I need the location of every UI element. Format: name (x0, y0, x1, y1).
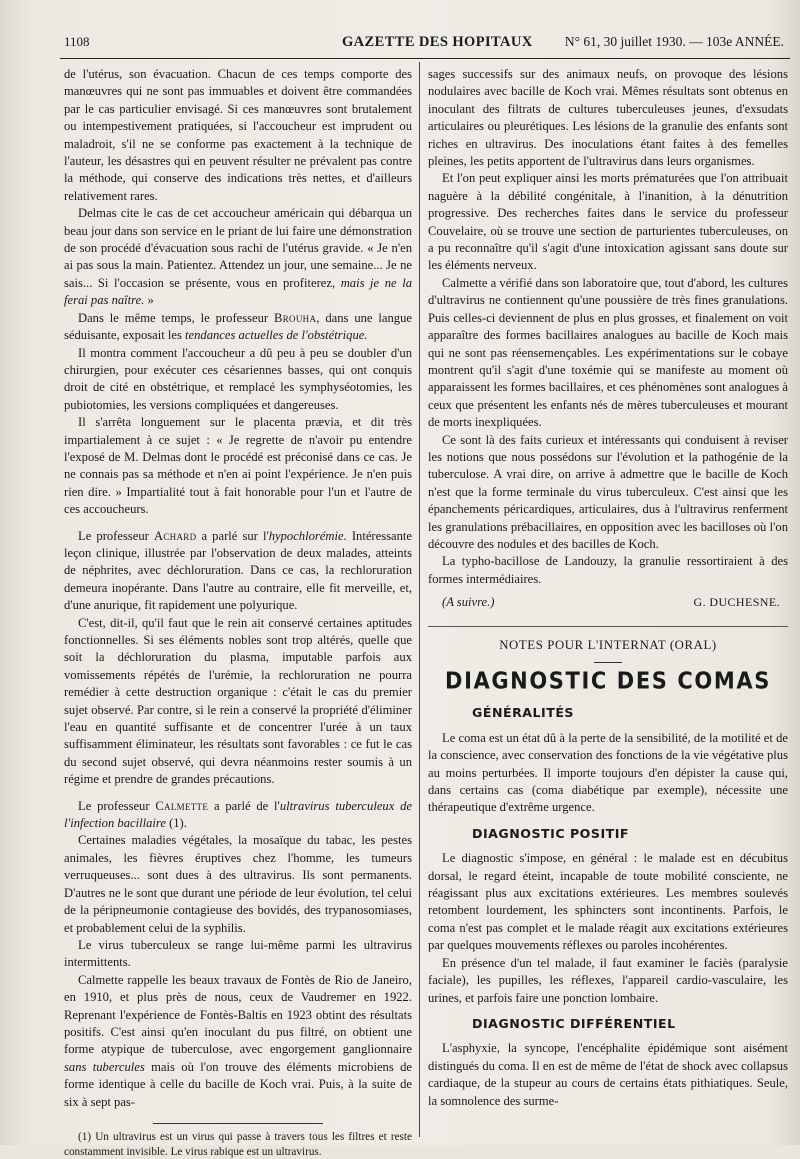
signature-line (428, 594, 788, 611)
person-name: Calmette (155, 798, 209, 813)
paragraph: de l'utérus, son évacuation. Chacun de ces temps comporte des manœuvres qui ne sont pas immuables et doivent être commandées par le cas particulier envisagé. Si ces manœuvres sont brutalement ou intempestivement pratiquées, si l'accoucheur est imprudent ou maladroit, s'il ne se conforme pas exactement à la technique de l'auteur, les désastres qui en peuvent résulter ne prévalent pas contre la méthode, qui conserve des indications très nettes, et d'ailleurs relativement rares. (64, 67, 412, 203)
paragraph: La typho-bacillose de Landouzy, la granulie ressortiraient à des formes intermédiaires. (428, 554, 788, 586)
article-author: G. DUCHESNE. (693, 595, 780, 610)
person-name: Achard (153, 528, 197, 543)
column-divider (419, 62, 420, 1137)
paragraph: sages successifs sur des animaux neufs, on provoque des lésions nodulaires avec bacille de Koch vrai. Mêmes résultats sont obtenus en inoculant des filtrats de cultures tuberculeuses jeunes, d'exsudats articulaires ou pleurétiques. Les lésions de la granulie des enfants sont riches en ultravirus. Des inoculations étant faites à des femelles pleines, les petits apportent de l'ultravirus dans leurs organismes. (428, 67, 788, 169)
issue-info: N° 61, 30 juillet 1930. — 103e ANNÉE. (564, 34, 784, 49)
subheading-diagnostic-differentiel: DIAGNOSTIC DIFFÉRENTIEL (472, 1015, 676, 1031)
paragraph: Calmette rappelle les beaux travaux de Fontès de Rio de Janeiro, en 1910, et plus près de nous, ceux de Vaudremer en 1922. Reprenant l'expérience de Fontès-Baltis en 1923 obtint des résultats positifs. C'est ainsi qu'en inoculant du pus filtré, on obtient une forme atypique de tuberculose, avec engorgement ganglionnaire sans tubercules mais où l'on trouve des éléments microbiens de forme identique à celle du bacille de Koch vrai. Puis, à la suite de six à sept pas- (64, 972, 412, 1109)
running-header (64, 34, 786, 58)
paragraph: Le diagnostic s'impose, en général : le malade est en décubitus dorsal, le regard éteint, incapable de toute mobilité consciente, ne réagissant plus aux excitations extérieures. Les membres soulevés retombent lourdement, les sphincters sont incontinents. Parfois, le coma n'est pas complet et le malade réagit aux excitations extérieures par quelques mouvements réflexes ou paroles incohérentes. (428, 851, 788, 953)
paragraph: Il montra comment l'accoucheur a dû peu à peu se doubler d'un chirurgien, pour exécuter ces césariennes basses, qui ont conquis droit de cité en obstétrique, et remplacé les symphyséotomies, les pubiotomies, les versions compliquées et dangereuses. (64, 345, 412, 412)
header-rule (60, 58, 790, 59)
section-heading: NOTES POUR L'INTERNAT (ORAL) (499, 637, 717, 652)
person-name: Brouha (274, 310, 317, 325)
paragraph: En présence d'un tel malade, il faut examiner le faciès (paralysie faciale), les pupilles, les réflexes, l'appareil cardio-vasculaire, les urines, et parfois faire une ponction lombaire. (428, 955, 788, 1005)
subheading-generalites: GÉNÉRALITÉS (472, 705, 575, 721)
footnote: (1) Un ultravirus est un virus qui passe à travers tous les filtres et reste constamment invisible. Le virus rabique est un ultravirus. (64, 1130, 412, 1158)
to-follow: (A suivre.) (442, 595, 495, 610)
paragraph: Dans le même temps, le professeur Brouha, dans une langue séduisante, exposait les tendances actuelles de l'obstétrique. (64, 310, 412, 343)
right-column (428, 66, 788, 1110)
paragraph: Le virus tuberculeux se range lui-même parmi les ultravirus intermittents. (64, 937, 412, 970)
paragraph: Certaines maladies végétales, la mosaïque du tabac, les pestes animales, les fièvres éruptives chez l'homme, les tumeurs verruqueuses... sont dues à des ultravirus. Ils sont permanents. D'autres ne le sont que durant une période de leur évolution, tel celui de la péripneumonie contagieuse des bovidés, des trypanosomiases, et probablement celui de la syphilis. (64, 833, 412, 935)
paragraph: Le coma est un état dû à la perte de la sensibilité, de la motilité et de la conscience, avec conservation des fonctions de la vie végétative plus au moins perturbées. Il importe toujours d'en dépister la cause qui, dans certains cas (coma diabétique par exemple), nécessite une thérapeutique d'extrême urgence. (428, 730, 788, 815)
left-column (64, 66, 412, 1159)
paragraph: Calmette a vérifié dans son laboratoire que, tout d'abord, les cultures d'ultravirus ne contiennent qu'une poussière de très fines granulations. Puis celles-ci deviennent de plus en plus grosses, et finalement on voit apparaître des formes bacillaires analogues au bacille de Koch mais qui ne sont pas réensemençables. Les expérimentations sur le cobaye montrent qu'il s'agit d'une toxémie qui se manifeste au moment où apparaissent les formes bacillaires, et ces phénomènes sont analogues à ceux que présentent les enfants nés de mères tuberculeuses et mourant de morts inexpliquées. (428, 275, 788, 430)
title-rule (594, 662, 622, 663)
subheading-diagnostic-positif: DIAGNOSTIC POSITIF (472, 825, 630, 841)
paragraph: C'est, dit-il, qu'il faut que le rein ait conservé certaines aptitudes fonctionnelles. Si ses éléments nobles sont trop altérés, quelle que soit la déchloruration du plasma, imputable parfois aux vomissements répétés de l'urémie, la rechloruration ne pourra remédier à cette destruction organique : c'était le cas du premier sujet observé. Par contre, si le rein a conservé la propriété d'éliminer l'eau en quantité suffisante et de concentrer l'urée à un taux suffisamment éliminateur, les résultats sont favorables : ce fut le cas du second sujet observé, qui devra néanmoins rester soumis à un régime et prendre de grandes précautions. (64, 615, 412, 787)
section-rule (428, 626, 788, 627)
footnote-rule (153, 1123, 323, 1124)
paragraph: Ce sont là des faits curieux et intéressants qui conduisent à reviser les notions que nous possédons sur l'évolution et la pathogénie de la tuberculose. A vrai dire, on arrive à admettre que le bacille de Koch n'est que la forme terminale du virus tuberculeux. C'est ainsi que les épanchements péricardiques, articulaires, dus à l'ultravirus renferment les granulations prébacillaires, en opposition avec les bacilloses où l'on découvre des nodules et des bacilles de Koch. (428, 432, 788, 551)
page-number: 1108 (64, 34, 90, 49)
paragraph: Le professeur Calmette a parlé de l'ultravirus tuberculeux de l'infection bacillaire (1). (64, 798, 412, 831)
paragraph: Delmas cite le cas de cet accoucheur américain qui débarqua un beau jour dans son service en le priant de lui faire une démonstration de son procédé d'évacuation sous rachi de l'utérus gravide. « Je n'en ai pas sous la main. Patientez. Attendez un jour, une semaine... Je ne sais... Si l'occasion se présente, vous en profiterez, mais je ne la ferai pas naître. » (64, 206, 412, 308)
article-title: DIAGNOSTIC DES COMAS (445, 667, 771, 694)
journal-title: GAZETTE DES HOPITAUX (342, 34, 533, 50)
paragraph: Il s'arrêta longuement sur le placenta prævia, et dit très impartialement à ce sujet : « Je regrette de n'avoir pu entendre l'exposé de M. Delmas dont le procédé est préconisé dans ce cas. Je ne connais pas sa méthode et n'en ai point l'expérience. Je n'en puis rien dire. » Impartialité tout à fait honorable pour l'un et l'autre de ces accoucheurs. (64, 415, 412, 517)
paragraph: Le professeur Achard a parlé sur l'hypochlorémie. Intéressante leçon clinique, illustrée par l'observation de deux malades, atteints de néphrites, avec déchloruration. Dans ce cas, la rechloruration demeura inopérante. Dans l'autre au contraire, elle fit merveille, et, d'une anurique, fit rapidement une polyurique. (64, 528, 412, 613)
paragraph: Et l'on peut expliquer ainsi les morts prématurées que l'on attribuait naguère à la débilité congénitale, à l'inanition, à la dénutrition progressive. Des recherches faites dans le service du professeur Couvelaire, où se trouve une section de parturientes tuberculeuses, on a pu reconnaître qu'il s'agit d'une intoxication agissant sans doute sur les éléments nerveux. (428, 171, 788, 273)
paragraph: L'asphyxie, la syncope, l'encéphalite épidémique sont aisément distingués du coma. Il en est de même de l'état de shock avec collapsus cardiaque, de la stupeur au cours de certains états pithiatiques. Seule, la somnolence des surme- (428, 1041, 788, 1108)
